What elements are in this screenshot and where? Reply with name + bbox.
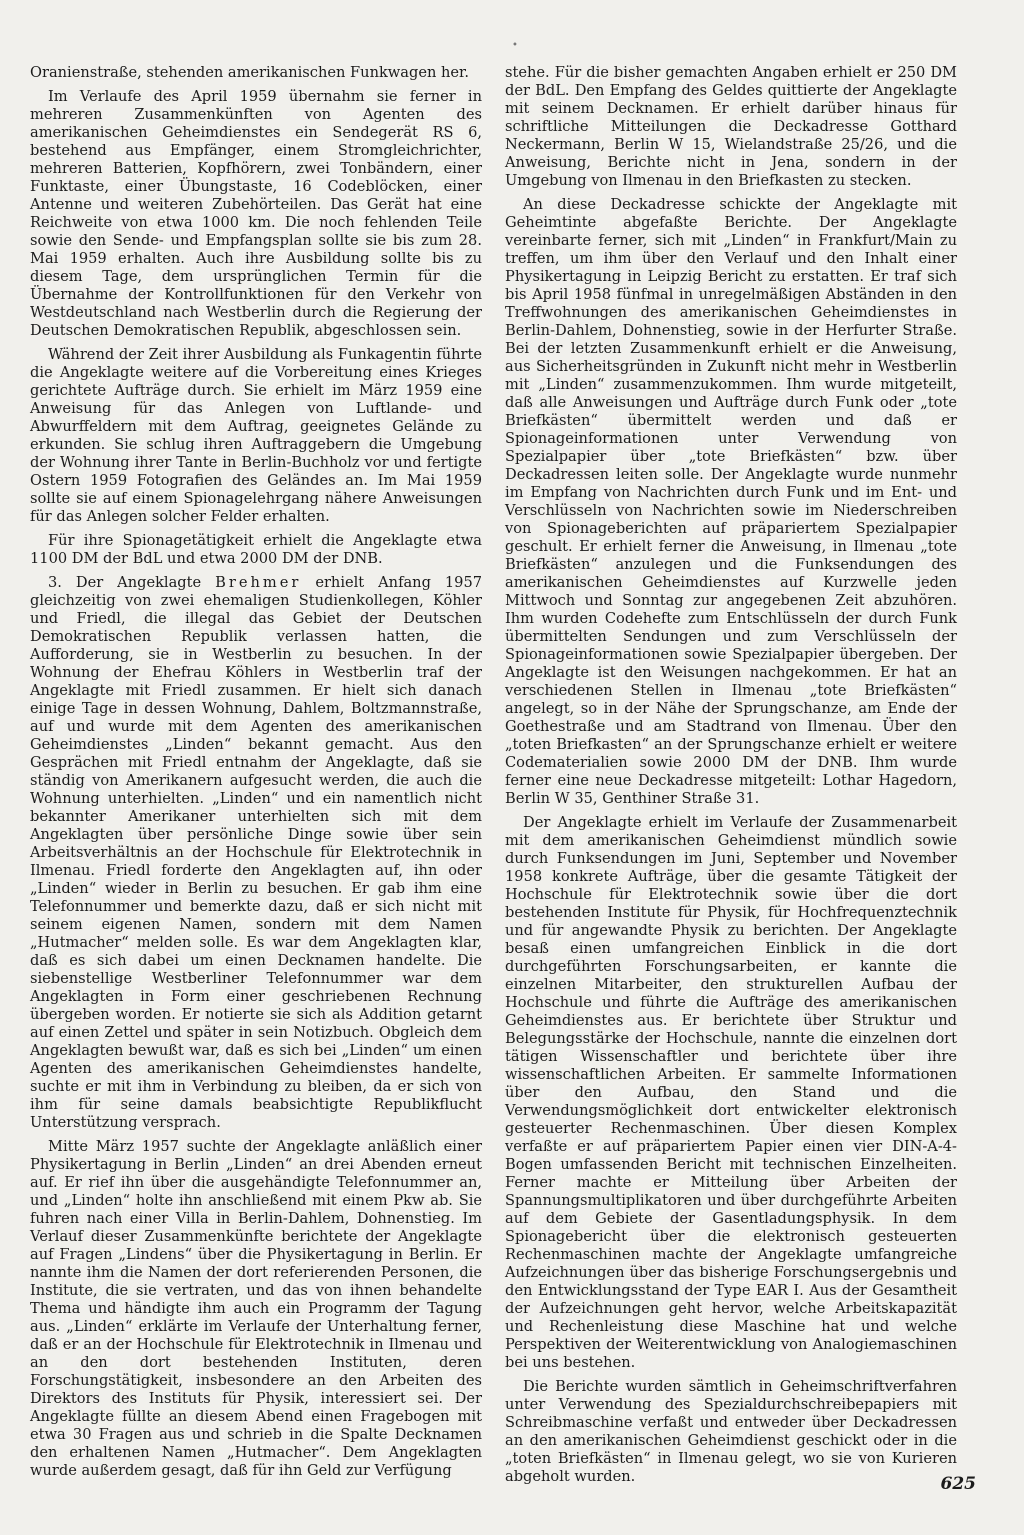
top-mark: •	[512, 40, 518, 51]
paragraph: Mitte März 1957 suchte der Angeklagte anläßlich einer Physikertagung in Berlin „Linden“ an drei Abenden erneut auf. Er rief ihn über die ausgehändigte Telefonnummer an, und „Linden“ holte ihn anschließend mit einem Pkw ab. Sie fuhren nach einer Villa in Berlin-Dahlem, Dohnenstieg. Im Verlauf dieser Zusammenkünfte berichtete der Angeklagte auf Fragen „Lindens“ über die Physikertagung in Berlin. Er nannte ihm die Namen der dort referierenden Personen, die Institute, die sie vertraten, und das von ihnen behandelte Thema und händigte ihm auch ein Programm der Tagung aus. „Linden“ erklärte im Verlaufe der Unterhaltung ferner, daß er an der Hochschule für Elektrotechnik in Ilmenau und an den dort bestehenden Instituten, deren Forschungstätigkeit, insbesondere an den Arbeiten des Direktors des Instituts für Physik, interessiert sei. Der Angeklagte füllte an diesem Abend einen Fragebogen mit etwa 30 Fragen aus und schrieb in die Spalte Decknamen den erhaltenen Namen „Hutmacher“. Dem Angeklagten wurde außerdem gesagt, daß für ihn Geld zur Verfügung	[30, 1138, 482, 1479]
paragraph: Oranienstraße, stehenden amerikanischen Funkwagen her.	[30, 64, 470, 81]
paragraph: stehe. Für die bisher gemachten Angaben erhielt er 250 DM der BdL. Den Empfang des Geldes quittierte der Angeklagte mit seinem Decknamen. Er erhielt darüber hinaus für schriftliche Mitteilungen die Deckadresse Gotthard Neckermann, Berlin W 15, Wielandstraße 25/26, und die Anweisung, Berichte nicht in Jena, sondern in der Umgebung von Ilmenau in den Briefkasten zu stecken.	[505, 64, 957, 189]
left-column	[30, 64, 482, 1486]
paragraph: Im Verlaufe des April 1959 übernahm sie ferner in mehreren Zusammenkünften von Agenten des amerikanischen Geheimdienstes ein Sendegerät RS 6, bestehend aus Empfänger, einem Stromgleichrichter, mehreren Batterien, Kopfhörern, zwei Tonbändern, einer Funktaste, einer Übungstaste, 16 Codeblöcken, einer Antenne und weiteren Zubehörteilen. Das Gerät hat eine Reichweite von etwa 1000 km. Die noch fehlenden Teile sowie den Sende- und Empfangsplan sollte sie bis zum 28. Mai 1959 erhalten. Auch ihre Ausbildung sollte bis zu diesem Tage, dem ursprünglichen Termin für die Übernahme der Kontrollfunktionen für den Verkehr von Westdeutschland nach Westberlin durch die Regierung der Deutschen Demokratischen Republik, abgeschlossen sein.	[30, 88, 482, 339]
defendant-name: Brehmer	[215, 574, 302, 591]
paragraph: An diese Deckadresse schickte der Angeklagte mit Geheimtinte abgefaßte Berichte. Der Angeklagte vereinbarte ferner, sich mit „Linden“ in Frankfurt/Main zu treffen, um ihm über den Verlauf und den Inhalt einer Physikertagung in Leipzig Bericht zu erstatten. Er traf sich bis April 1958 fünfmal in unregelmäßigen Abständen in den Treffwohnungen des amerikanischen Geheimdienstes in Berlin-Dahlem, Dohnenstieg, sowie in der Herfurter Straße. Bei der letzten Zusammenkunft erhielt er die Anweisung, aus Sicherheitsgründen in Zukunft nicht mehr in Westberlin mit „Linden“ zusammenzukommen. Ihm wurde mitgeteilt, daß alle Anweisungen und Aufträge durch Funk oder „tote Briefkästen“ übermittelt werden und daß er Spionageinformationen unter Verwendung von Spezialpapier über „tote Briefkästen“ bzw. über Deckadressen leiten solle. Der Angeklagte wurde nunmehr im Empfang von Nachrichten durch Funk und im Ent- und Verschlüsseln von Nachrichten sowie im Niederschreiben von Spionageberichten auf präpariertem Spezialpapier geschult. Er erhielt ferner die Anweisung, in Ilmenau „tote Briefkästen“ anzulegen und die Funksendungen des amerikanischen Geheimdienstes auf Kurzwelle jeden Mittwoch und Sonntag zur angegebenen Zeit abzuhören. Ihm wurden Codehefte zum Entschlüsseln der durch Funk übermittelten Sendungen und zum Verschlüsseln der Spionageinformationen sowie Spezialpapier übergeben. Der Angeklagte ist den Weisungen nachgekommen. Er hat an verschiedenen Stellen in Ilmenau „tote Briefkästen“ angelegt, so in der Nähe der Sprungschanze, am Ende der Goethestraße und am Stadtrand von Ilmenau. Über den „toten Briefkasten“ an der Sprungschanze erhielt er weitere Codematerialien sowie 2000 DM der DNB. Ihm wurde ferner eine neue Deckadresse mitgeteilt: Lothar Hagedorn, Berlin W 35, Genthiner Straße 31.	[505, 196, 957, 807]
page-number: 625	[940, 1474, 976, 1494]
right-column	[505, 64, 957, 1492]
paragraph: Während der Zeit ihrer Ausbildung als Funkagentin führte die Angeklagte weitere auf die Vorbereitung eines Krieges gerichtete Aufträge durch. Sie erhielt im März 1959 eine Anweisung für das Anlegen von Luftlande- und Abwurffeldern mit dem Auftrag, geeignetes Gelände zu erkunden. Sie schlug ihren Auftraggebern die Umgebung der Wohnung ihrer Tante in Berlin-Buchholz vor und fertigte Ostern 1959 Fotografien des Geländes an. Im Mai 1959 sollte sie auf einem Spionagelehrgang nähere Anweisungen für das Anlegen solcher Felder erhalten.	[30, 346, 482, 525]
paragraph: Die Berichte wurden sämtlich in Geheimschriftverfahren unter Verwendung des Spezialdurchschreibepapiers mit Schreibmaschine verfaßt und entweder über Deckadressen an den amerikanischen Geheimdienst geschickt oder in die „toten Briefkästen“ in Ilmenau gelegt, wo sie von Kurieren abgeholt wurden.	[505, 1378, 957, 1485]
paragraph: Für ihre Spionagetätigkeit erhielt die Angeklagte etwa 1100 DM der BdL und etwa 2000 DM der DNB.	[30, 532, 482, 567]
paragraph-rest: erhielt Anfang 1957 gleichzeitig von zwei ehemaligen Studienkollegen, Köhler und Friedl, die illegal das Gebiet der Deutschen Demokratischen Republik verlassen hatten, die Aufforderung, sie in Westberlin zu besuchen. In der Wohnung der Ehefrau Köhlers in Westberlin traf der Angeklagte mit Friedl zusammen. Er hielt sich danach einige Tage in dessen Wohnung, Dahlem, Boltzmannstraße, auf und wurde mit dem Agenten des amerikanischen Geheimdienstes „Linden“ bekannt gemacht. Aus den Gesprächen mit Friedl entnahm der Angeklagte, daß sie ständig von Amerikanern aufgesucht werden, die auch die Wohnung unterhielten. „Linden“ und ein namentlich nicht bekannter Amerikaner unterhielten sich mit dem Angeklagten über persönliche Dinge sowie über sein Arbeitsverhältnis an der Hochschule für Elektrotechnik in Ilmenau. Friedl forderte den Angeklagten auf, ihn oder „Linden“ wieder in Berlin zu besuchen. Er gab ihm eine Telefonnummer und bemerkte dazu, daß er sich nicht mit seinem eigenen Namen, sondern mit dem Namen „Hutmacher“ melden solle. Es war dem Angeklagten klar, daß es sich dabei um einen Decknamen handelte. Die siebenstellige Westberliner Telefonnummer war dem Angeklagten in Form einer geschriebenen Rechnung übergeben worden. Er notierte sie sich als Addition getarnt auf einen Zettel und später in sein Notizbuch. Obgleich dem Angeklagten bewußt war, daß es sich bei „Linden“ um einen Agenten des amerikanischen Geheimdienstes handelte, suchte er mit ihm in Verbindung zu bleiben, da er sich von ihm für seine damals beabsichtigte Republikflucht Unterstützung versprach.	[30, 574, 483, 1131]
paragraph-lead: 3. Der Angeklagte	[48, 574, 202, 591]
paragraph	[30, 574, 482, 1132]
paragraph: Der Angeklagte erhielt im Verlaufe der Zusammenarbeit mit dem amerikanischen Geheimdienst mündlich sowie durch Funksendungen im Juni, September und November 1958 konkrete Aufträge, über die gesamte Tätigkeit der Hochschule für Elektrotechnik sowie über die dort bestehenden Institute für Physik, für Hochfrequenztechnik und für angewandte Physik zu berichten. Der Angeklagte besaß einen umfangreichen Einblick in die dort durchgeführten Forschungsarbeiten, er kannte die einzelnen Mitarbeiter, den strukturellen Aufbau der Hochschule und führte die Aufträge des amerikanischen Geheimdienstes aus. Er berichtete über Struktur und Belegungsstärke der Hochschule, nannte die einzelnen dort tätigen Wissenschaftler und berichtete über ihre wissenschaftlichen Arbeiten. Er sammelte Informationen über den Aufbau, den Stand und die Verwendungsmöglichkeit dort entwickelter elektronisch gesteuerter Rechenmaschinen. Über diesen Komplex verfaßte er auf präpariertem Papier einen vier DIN-A-4-Bogen umfassenden Bericht mit technischen Einzelheiten. Ferner machte er Mitteilung über Arbeiten der Spannungsmultiplikatoren und über durchgeführte Arbeiten auf dem Gebiete der Gasentladungsphysik. In dem Spionagebericht über die elektronisch gesteuerten Rechenmaschinen machte der Angeklagte umfangreiche Aufzeichnungen über das bisherige Forschungsergebnis und den Entwicklungsstand der Type EAR I. Aus der Gesamtheit der Aufzeichnungen geht hervor, welche Arbeitskapazität und Rechenleistung diese Maschine hat und welche Perspektiven der Weiterentwicklung von Analogiemaschinen bei uns bestehen.	[505, 814, 957, 1371]
